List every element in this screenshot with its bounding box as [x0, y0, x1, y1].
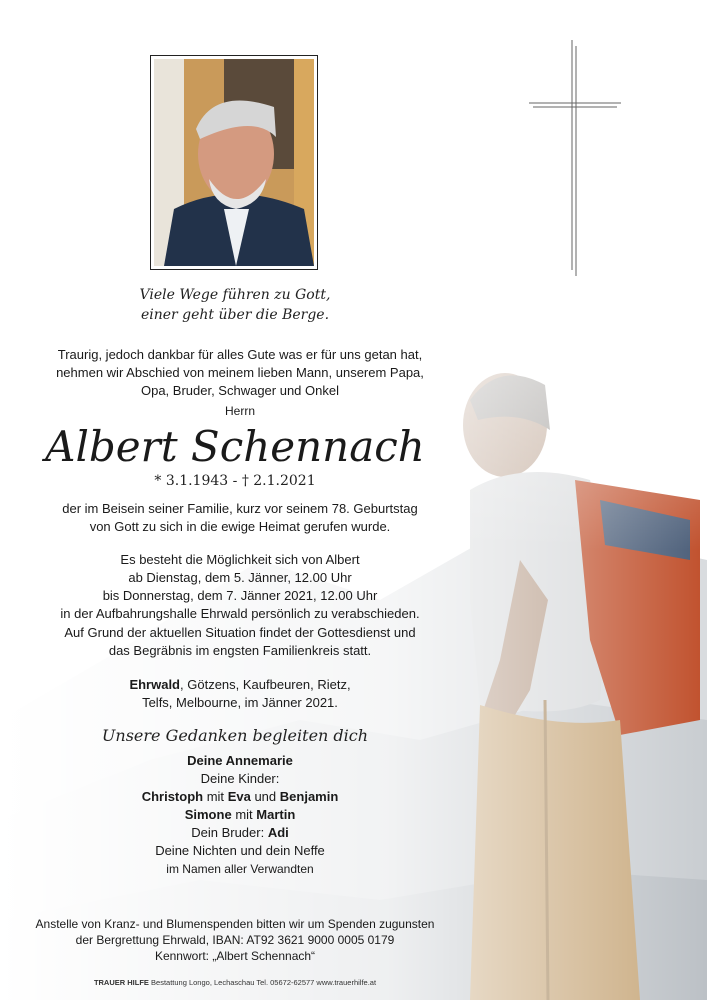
- brother-label: Dein Bruder:: [191, 825, 265, 840]
- spouse-2-name: Martin: [256, 807, 296, 822]
- mourner-child-2: [10, 806, 470, 824]
- mourner-relatives: im Namen aller Verwandten: [166, 862, 314, 876]
- death-line-1: der im Beisein seiner Familie, kurz vor seinem 78. Geburtstag: [62, 501, 418, 516]
- location-place: Ehrwald: [129, 677, 181, 692]
- mourners-heading: Unsere Gedanken begleiten dich: [101, 726, 369, 745]
- intro-line-3: Opa, Bruder, Schwager und Onkel: [140, 383, 339, 398]
- salutation: Herrn: [224, 404, 255, 418]
- service-info: [10, 624, 470, 660]
- grandchild-1-name: Benjamin: [279, 789, 339, 804]
- service-line-2: das Begräbnis im engsten Familienkreis statt.: [108, 643, 372, 658]
- portrait-photo: [150, 55, 318, 270]
- mit-word: mit: [235, 807, 253, 822]
- intro-text: [10, 346, 470, 420]
- footer-text: Bestattung Longo, Lechaschau Tel. 05672-62577 www.trauerhilfe.at: [148, 978, 377, 987]
- mourners-list: [10, 752, 470, 878]
- mourner-child-1: [10, 788, 470, 806]
- motto: [60, 285, 410, 325]
- footer-brand: TRAUER HILFE: [93, 978, 149, 987]
- spouse-1-name: Eva: [227, 789, 251, 804]
- viewing-info: [10, 551, 470, 623]
- mourner-kids-label: Deine Kinder:: [200, 771, 280, 786]
- child-2-name: Simone: [184, 807, 232, 822]
- donation-notice: [0, 916, 470, 964]
- donation-line-1: Anstelle von Kranz- und Blumenspenden bitten wir um Spenden zugunsten: [35, 917, 435, 931]
- donation-line-3: Kennwort: „Albert Schennach“: [154, 949, 316, 963]
- und-word: und: [254, 789, 277, 804]
- viewing-line-2: ab Dienstag, dem 5. Jänner, 12.00 Uhr: [128, 570, 352, 585]
- life-dates: * 3.1.1943 - † 2.1.2021: [154, 473, 316, 489]
- brother-name: Adi: [267, 825, 289, 840]
- mourner-brother: [10, 824, 470, 842]
- location-date: [10, 676, 470, 712]
- mit-word: mit: [206, 789, 225, 804]
- mourner-nieces: Deine Nichten und dein Neffe: [155, 843, 325, 858]
- location-line-2: Telfs, Melbourne, im Jänner 2021.: [142, 695, 338, 710]
- deceased-name: Albert Schennach: [45, 422, 425, 471]
- viewing-line-3: bis Donnerstag, dem 7. Jänner 2021, 12.00 Uhr: [102, 588, 378, 603]
- location-line-1: [10, 676, 470, 694]
- mourner-wife: Deine Annemarie: [187, 753, 293, 768]
- viewing-line-4: in der Aufbahrungshalle Ehrwald persönlich zu verabschieden.: [60, 606, 420, 621]
- footer: [0, 978, 470, 987]
- intro-line-2: nehmen wir Abschied von meinem lieben Mann, unserem Papa,: [56, 365, 424, 380]
- donation-line-2: der Bergrettung Ehrwald, IBAN: AT92 3621 9000 0005 0179: [75, 933, 395, 947]
- intro-line-1: Traurig, jedoch dankbar für alles Gute was er für uns getan hat,: [57, 347, 423, 362]
- death-line-2: von Gott zu sich in die ewige Heimat gerufen wurde.: [89, 519, 391, 534]
- cross-icon: [525, 38, 625, 278]
- service-line-1: Auf Grund der aktuellen Situation findet der Gottesdienst und: [64, 625, 416, 640]
- motto-line-1: Viele Wege führen zu Gott,: [139, 287, 331, 303]
- motto-line-2: einer geht über die Berge.: [140, 307, 330, 323]
- viewing-line-1: Es besteht die Möglichkeit sich von Albert: [120, 552, 360, 567]
- location-rest: , Götzens, Kaufbeuren, Rietz,: [180, 677, 351, 692]
- child-1-name: Christoph: [141, 789, 204, 804]
- death-text: [10, 500, 470, 536]
